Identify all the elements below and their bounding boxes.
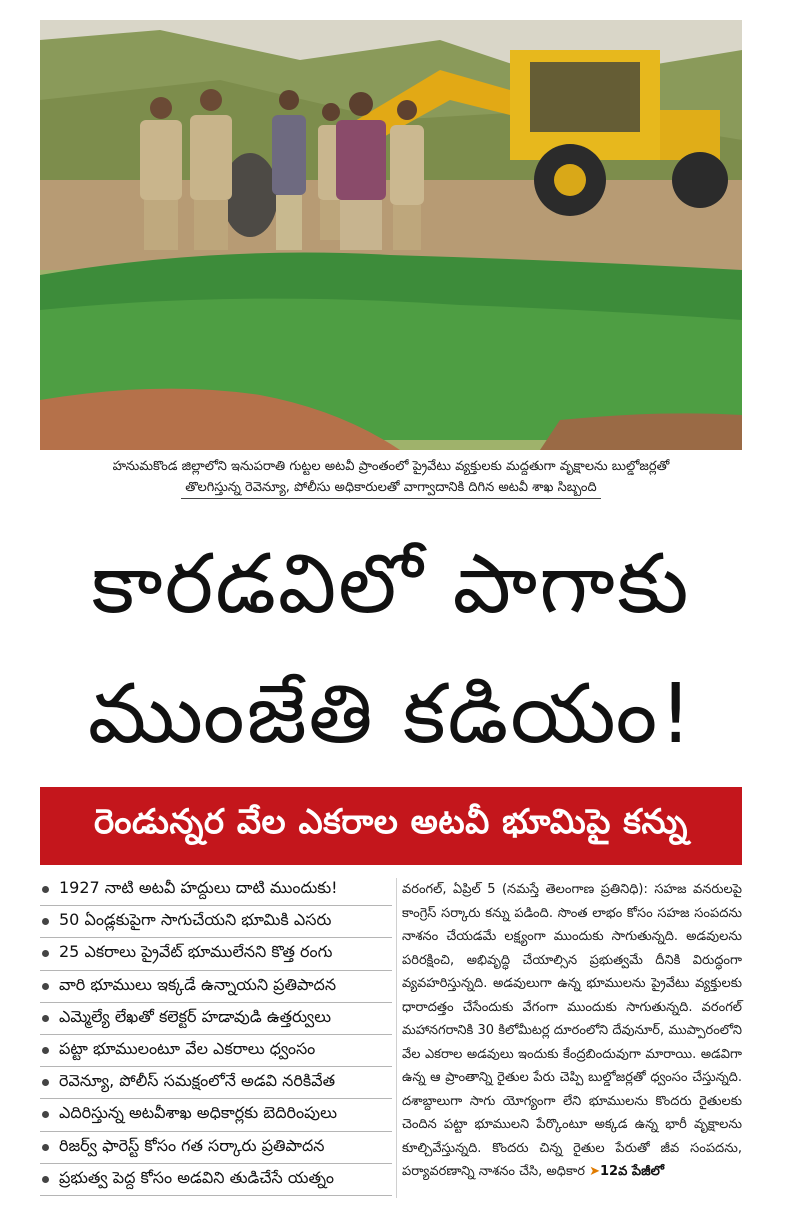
highlight-item: ఎమ్మెల్యే లేఖతో కలెక్టర్ హడావుడి ఉత్తర్వులు [40,1003,392,1035]
bullet-dot-icon [42,1144,49,1151]
article-text: వరంగల్, ఏప్రిల్ 5 (నమస్తే తెలంగాణ ప్రతినిధి): సహజ వనరులపై కాంగ్రెస్ సర్కారు కన్ను పడింది. సొంత లాభం కోసం సహజ సంపదను నాశనం చేయడమే లక్ష్యంగా ముందుకు సాగుతున్నది. అడవులను పరిరక్షించి, అభివృద్ధి చేయాల్సిన ప్రభుత్వమే దీనికి విరుద్ధంగా వ్యవహరిస్తున్నది. అడవులుగా ఉన్న భూములను ప్రైవేటు వ్యక్తులకు ధారాదత్తం చేసేందుకు వేగంగా ముందుకు సాగుతున్నది. వరంగల్ మహానగరానికి 30 కిలోమీటర్ల దూరంలోని దేవునూర్, ముప్పారంలోని వేల ఎకరాల అడవులు ఇందుకు కేంద్రబిందువుగా మారాయి. అడవిగా ఉన్న ఆ ప్రాంతాన్ని రైతుల పేరు చెప్పి బుల్డోజర్లతో ధ్వంసం చేస్తున్నది. దశాబ్దాలుగా సాగు యోగ్యంగా లేని భూములను కొందరు రైతులకు చెందిన పట్టా భూములని పేర్కొంటూ అక్కడ ఉన్న భారీ వృక్షాలను కూల్చివేస్తున్నది. కొందరు చిన్న రైతుల పేరుతో జీవ సంపదను, పర్యావరణాన్ని నాశనం చేసి, అధికార [402,882,742,1179]
column-divider [396,878,397,1198]
highlight-item: ప్రభుత్వ పెద్ద కోసం అడవిని తుడిచేసే యత్నం [40,1164,392,1196]
headline [40,525,742,775]
continued-on [589,1164,664,1179]
highlight-item: రిజర్వ్ ఫారెస్ట్ కోసం గత సర్కారు ప్రతిపాదన [40,1132,392,1164]
highlight-item: రెవెన్యూ, పోలీస్ సమక్షంలోనే అడవి నరికివేత [40,1067,392,1099]
continued-label: 12వ పేజీలో [600,1164,664,1179]
highlights-list [40,874,392,1196]
bullet-dot-icon [42,1015,49,1022]
bullet-dot-icon [42,1079,49,1086]
highlight-item: 1927 నాటి అటవీ హద్దులు దాటి ముందుకు! [40,874,392,906]
bullet-dot-icon [42,886,49,893]
highlight-item: 50 ఏండ్లకుపైగా సాగుచేయని భూమికి ఎసరు [40,906,392,938]
continue-arrow-icon: ➤ [589,1164,601,1179]
bullet-dot-icon [42,950,49,957]
caption-line-2: తొలగిస్తున్న రెవెన్యూ, పోలీసు అధికారులతో వాగ్వాదానికి దిగిన అటవీ శాఖ సిబ్బంది [181,477,600,499]
news-photo [40,20,742,450]
subheading-banner: రెండున్నర వేల ఎకరాల అటవీ భూమిపై కన్ను [40,787,742,865]
caption-line-1: హనుమకొండ జిల్లాలోని ఇనుపరాతి గుట్టల అటవీ ప్రాంతంలో ప్రైవేటు వ్యక్తులకు మద్దతుగా వృక్షాలను బుల్డోజర్లతో [112,459,670,474]
highlight-item: వారి భూములు ఇక్కడే ఉన్నాయని ప్రతిపాదన [40,971,392,1003]
bullet-dot-icon [42,1047,49,1054]
headline-line-2: ముంజేతి కడియం! [87,667,695,762]
highlight-item: పట్టా భూములంటూ వేల ఎకరాలు ధ్వంసం [40,1035,392,1067]
bullet-dot-icon [42,983,49,990]
highlight-item: 25 ఎకరాలు ప్రైవేట్ భూములేనని కొత్త రంగు [40,938,392,970]
highlight-item: ఎదిరిస్తున్న అటవీశాఖ అధికార్లకు బెదిరింపులు [40,1099,392,1131]
bullet-dot-icon [42,1111,49,1118]
headline-line-1: కారడవిలో పాగాకు [91,537,691,632]
bullet-dot-icon [42,918,49,925]
article-body [402,878,742,1184]
bullet-dot-icon [42,1176,49,1183]
photo-caption [40,456,742,499]
